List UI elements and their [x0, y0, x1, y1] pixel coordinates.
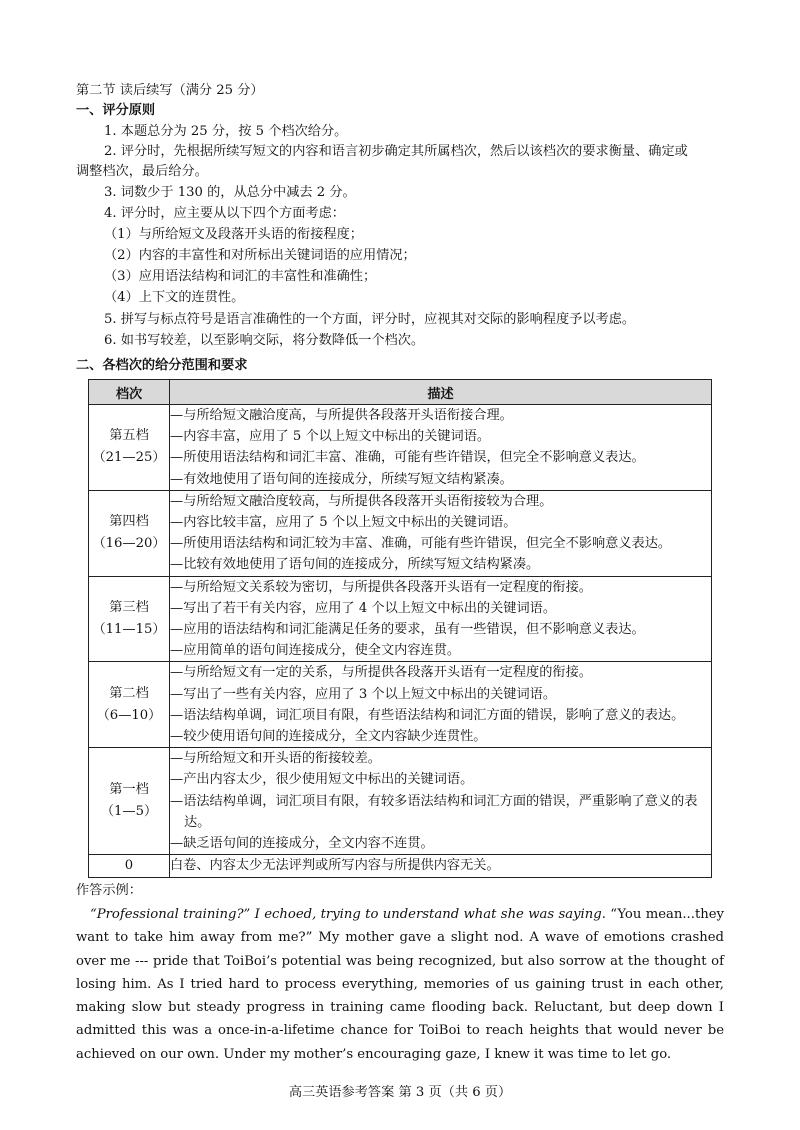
rule-4: 4. 评分时，应主要从以下四个方面考虑： [104, 206, 345, 221]
header-desc: 描述 [170, 380, 712, 405]
desc-item: —写出了若干有关内容，应用了 4 个以上短文中标出的关键词语。 [170, 600, 557, 616]
level-range: （6—10） [96, 707, 162, 723]
rule-2: 2. 评分时，先根据所续写短文的内容和语言初步确定其所属档次，然后以该档次的要求衡量、确定或 [104, 144, 688, 159]
table-row [89, 748, 712, 855]
level-name: 0 [124, 858, 134, 874]
desc-item: —缺乏语句间的连接成分，全文内容不连贯。 [170, 836, 434, 852]
desc-item: —与所给短文关系较为密切，与所提供各段落开头语有一定程度的衔接。 [170, 579, 592, 595]
rule-6: 6. 如书写较差，以至影响交际，将分数降低一个档次。 [104, 333, 425, 348]
desc-cell [170, 748, 712, 855]
desc-cell [170, 405, 712, 491]
rule-5: 5. 拼写与标点符号是语言准确性的一个方面，评分时，应视其对交际的影响程度予以考虑。 [104, 312, 636, 327]
rule-4-3: （3）应用语法结构和词汇的丰富性和准确性； [104, 269, 377, 284]
rule-2-cont: 调整档次，最后给分。 [76, 164, 208, 179]
desc-item: —语法结构单调，词汇项目有限，有较多语法结构和词汇方面的错误，严重影响了意义的表达。 [170, 793, 698, 830]
desc-cell [170, 490, 712, 576]
desc-item: —比较有效地使用了语句间的连接成分，所续写短文结构紧凑。 [170, 557, 540, 573]
desc-item: —与所给短文有一定的关系，与所提供各段落开头语有一定程度的衔接。 [170, 665, 592, 681]
desc-item: —内容比较丰富，应用了 5 个以上短文中标出的关键词语。 [170, 515, 517, 531]
grading-table [88, 379, 712, 878]
desc-item: —所使用语法结构和词汇丰富、准确，可能有些许错误，但完全不影响意义表达。 [170, 450, 645, 466]
rule-4-1: （1）与所给短文及段落开头语的衔接程度； [104, 227, 363, 242]
level-cell [89, 576, 170, 662]
desc-item: —内容丰富，应用了 5 个以上短文中标出的关键词语。 [170, 429, 491, 445]
rule-1: 1. 本题总分为 25 分，按 5 个档次给分。 [104, 124, 348, 139]
desc-item: —与所给短文融洽度较高，与所提供各段落开头语衔接较为合理。 [170, 493, 553, 509]
rule-4-4: （4）上下文的连贯性。 [104, 290, 245, 305]
desc-item: —较少使用语句间的连接成分，全文内容缺少连贯性。 [170, 729, 487, 745]
part2-heading: 二、各档次的给分范围和要求 [76, 358, 248, 373]
level-cell [89, 662, 170, 748]
example-italic-opening: “Professional training?” I echoed, trying to understand what she was saying. [90, 907, 606, 922]
level-name: 第二档 [109, 685, 149, 701]
table-row [89, 576, 712, 662]
level-range: （11—15） [92, 622, 166, 638]
table-row [89, 662, 712, 748]
level-range: （1—5） [100, 804, 158, 820]
desc-item: 白卷、内容太少无法评判或所写内容与所提供内容无关。 [170, 858, 500, 874]
level-name: 第五档 [109, 428, 149, 444]
level-range: （21—25） [92, 450, 166, 466]
part1-heading: 一、评分原则 [76, 103, 156, 118]
rule-3: 3. 词数少于 130 的，从总分中减去 2 分。 [104, 185, 356, 200]
table-header-row [89, 380, 712, 405]
desc-item: —与所给短文和开头语的衔接较差。 [170, 751, 381, 767]
desc-item: —所使用语法结构和词汇较为丰富、准确，可能有些许错误，但完全不影响意义表达。 [170, 536, 672, 552]
table-row [89, 405, 712, 491]
desc-item: —语法结构单调，词汇项目有限，有些语法结构和词汇方面的错误，影响了意义的表达。 [170, 707, 685, 723]
level-name: 第四档 [109, 514, 149, 530]
desc-item: —与所给短文融洽度高，与所提供各段落开头语衔接合理。 [170, 408, 513, 423]
level-cell [89, 855, 170, 878]
example-paragraph [76, 903, 724, 1066]
level-name: 第一档 [109, 782, 149, 798]
desc-item: —有效地使用了语句间的连接成分，所续写短文结构紧凑。 [170, 471, 513, 487]
level-range: （16—20） [92, 536, 166, 552]
desc-item: —应用的语法结构和词汇能满足任务的要求，虽有一些错误，但不影响意义表达。 [170, 622, 645, 638]
page-footer: 高三英语参考答案 第 3 页（共 6 页） [288, 1085, 512, 1100]
header-level: 档次 [89, 380, 170, 405]
desc-cell [170, 576, 712, 662]
table-row [89, 490, 712, 576]
desc-item: —产出内容太少，很少使用短文中标出的关键词语。 [170, 772, 474, 788]
level-cell [89, 405, 170, 491]
desc-item: —写出了一些有关内容，应用了 3 个以上短文中标出的关键词语。 [170, 686, 557, 702]
table-row [89, 855, 712, 878]
level-cell [89, 490, 170, 576]
level-name: 第三档 [109, 600, 149, 616]
level-cell [89, 748, 170, 855]
desc-item: —应用简单的语句间连接成分，使全文内容连贯。 [170, 643, 461, 659]
example-body: “You mean...they want to take him away from me?” My mother gave a slight nod. A wave of emotions crashed over me --- pride that ToiBoi’s potential was being recognized, but also sorrow at the thought of losing him. As I tried hard to process everything, memories of us gaining trust in each other, making slow but steady progress in training came flooding back. Reluctant, but deep down I admitted this was a once-in-a-lifetime chance for ToiBoi to reach heights that would never be achieved on our own. Under my mother’s encouraging gaze, I knew it was time to let go. [76, 907, 724, 1062]
desc-cell [170, 662, 712, 748]
desc-cell [170, 855, 712, 878]
example-heading: 作答示例： [76, 883, 142, 898]
section-title: 第二节 读后续写（满分 25 分） [76, 83, 264, 98]
rule-4-2: （2）内容的丰富性和对所标出关键词语的应用情况； [104, 248, 416, 263]
